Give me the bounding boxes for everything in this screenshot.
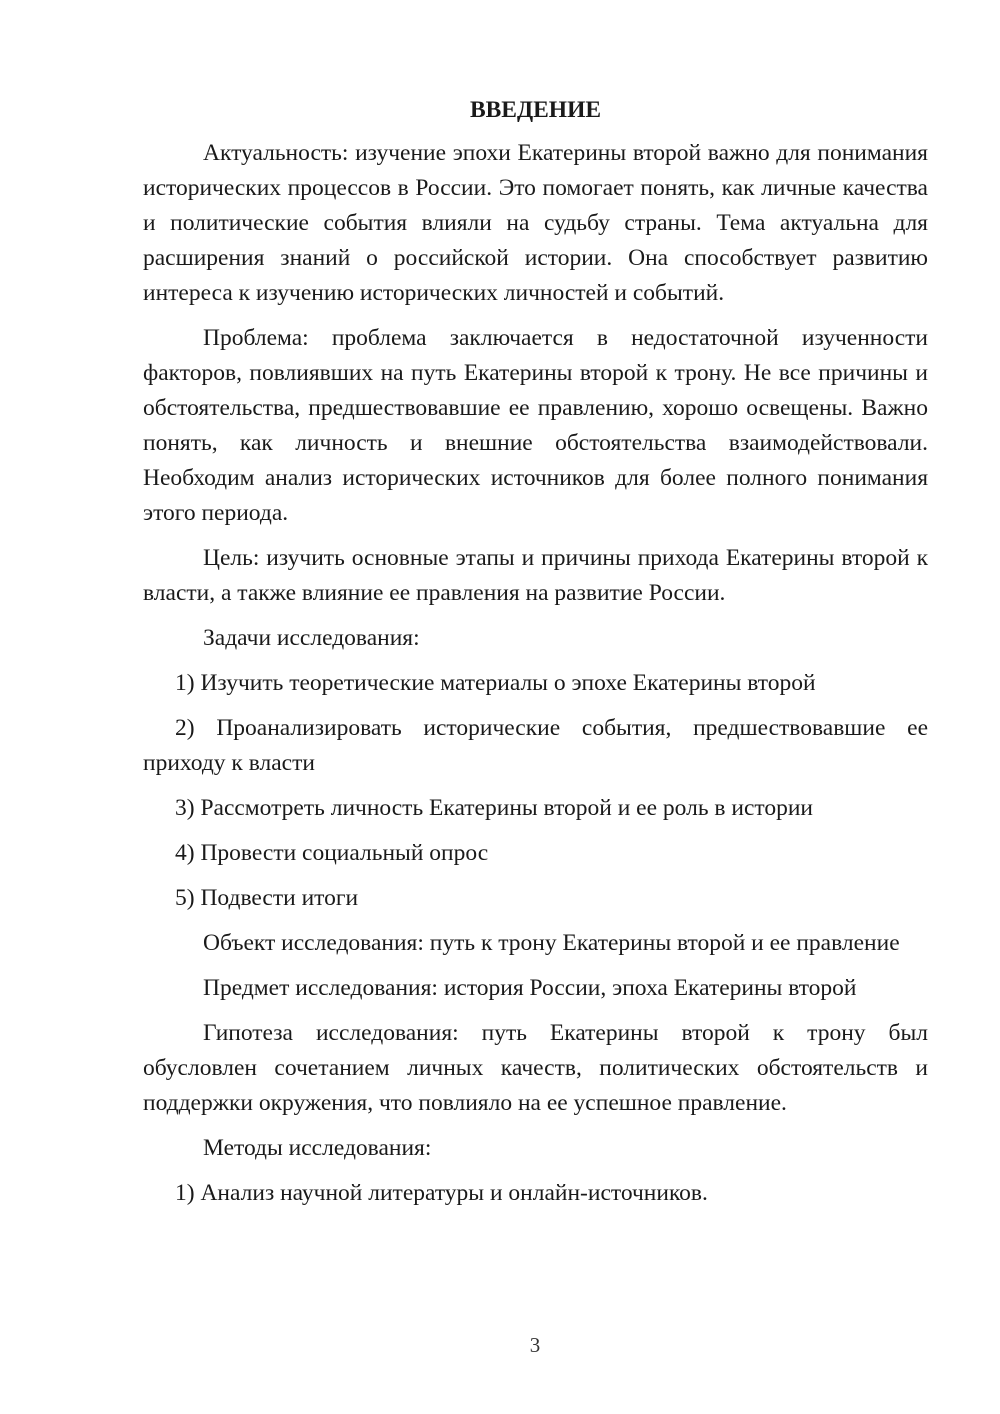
methods-heading: Методы исследования: — [203, 1135, 432, 1161]
hypothesis-paragraph: Гипотеза исследования: путь Екатерины второй к трону был обусловлен сочетанием личных качеств, политических обстоятельств и поддержки окружения, что повлияло на ее успешное правление. — [143, 1020, 928, 1116]
object-paragraph: Объект исследования: путь к трону Екатерины второй и ее правление — [203, 930, 900, 956]
task-item: 4) Провести социальный опрос — [175, 840, 489, 866]
relevance-paragraph: Актуальность: изучение эпохи Екатерины второй важно для понимания исторических процессов в России. Это помогает понять, как личные качества и политические события влияли на судьбу страны. Тема актуальна для расширения знаний о российской истории. Она способствует развитию интереса к изучению исторических личностей и событий. — [143, 140, 928, 306]
task-item: 3) Рассмотреть личность Екатерины второй и ее роль в истории — [175, 795, 814, 821]
page-number: 3 — [529, 1333, 541, 1357]
document-page — [143, 95, 928, 1221]
task-item: 2) Проанализировать исторические события, предшествовавшие ее приходу к власти — [143, 715, 928, 776]
goal-paragraph: Цель: изучить основные этапы и причины прихода Екатерины второй к власти, а также влияние ее правления на развитие России. — [143, 545, 928, 606]
task-item: 5) Подвести итоги — [175, 885, 359, 911]
subject-paragraph: Предмет исследования: история России, эпоха Екатерины второй — [203, 975, 857, 1001]
page-title: ВВЕДЕНИЕ — [469, 97, 602, 123]
tasks-heading: Задачи исследования: — [203, 625, 420, 651]
task-item: 1) Изучить теоретические материалы о эпохе Екатерины второй — [175, 670, 816, 696]
method-item: 1) Анализ научной литературы и онлайн-источников. — [175, 1180, 708, 1206]
problem-paragraph: Проблема: проблема заключается в недостаточной изученности факторов, повлиявших на путь Екатерины второй к трону. Не все причины и обстоятельства, предшествовавшие ее правлению, хорошо освещены. Важно понять, как личность и внешние обстоятельства взаимодействовали. Необходим анализ исторических источников для более полного понимания этого периода. — [143, 325, 928, 526]
